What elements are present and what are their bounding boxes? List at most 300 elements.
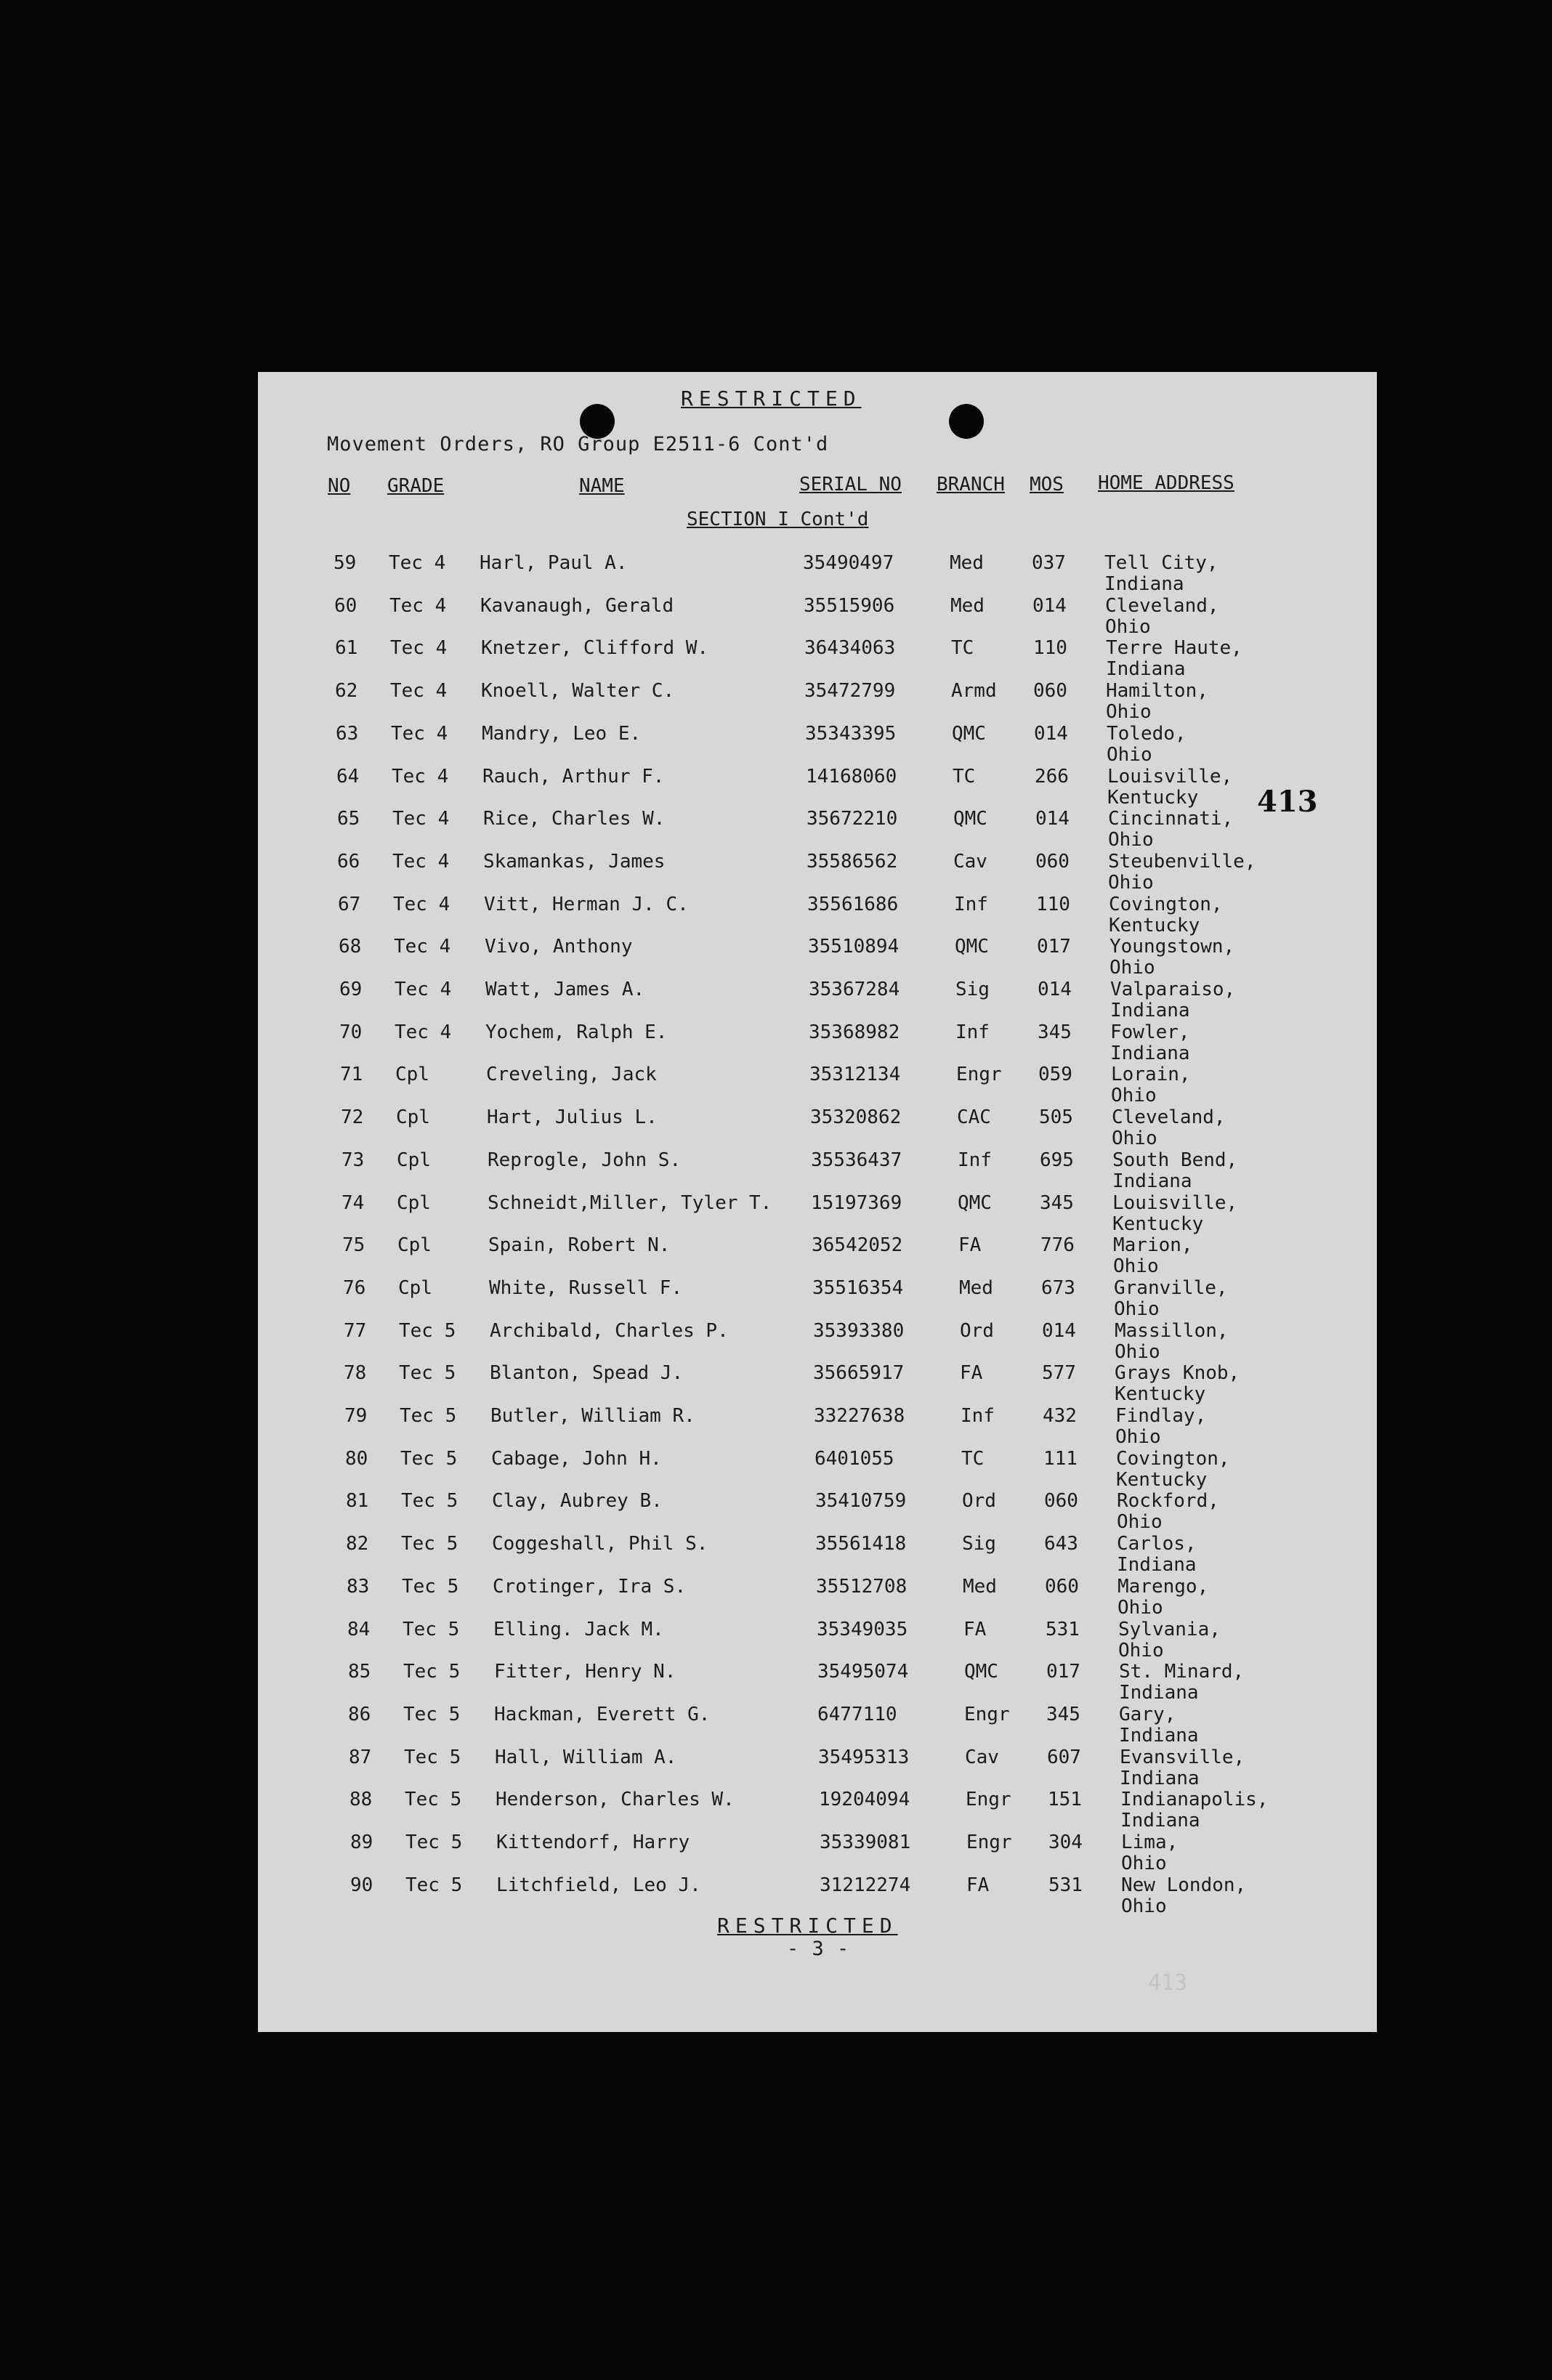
row-number: 73 [341, 1149, 365, 1171]
home-city-cell: Cincinnati, [1108, 808, 1234, 830]
mos-cell: 059 [1038, 1064, 1072, 1086]
serial-number-cell: 35339081 [820, 1831, 911, 1853]
serial-number-cell: 6401055 [815, 1447, 894, 1470]
home-state-cell: Indiana [1117, 1554, 1197, 1576]
grade-cell: Tec 5 [404, 1746, 461, 1768]
grade-cell: Tec 4 [392, 808, 450, 830]
column-header-home-address: HOME ADDRESS [1098, 472, 1234, 494]
table-row [258, 1149, 1377, 1192]
row-number: 66 [337, 850, 360, 873]
branch-cell: TC [951, 637, 974, 660]
row-number: 74 [341, 1191, 365, 1214]
home-state-cell: Ohio [1117, 1511, 1163, 1534]
home-city-cell: Cleveland, [1105, 594, 1219, 617]
serial-number-cell: 36542052 [812, 1234, 903, 1257]
row-number: 67 [338, 893, 361, 915]
home-city-cell: Toledo, [1107, 722, 1187, 745]
column-header-name: NAME [579, 475, 625, 497]
mos-cell: 776 [1040, 1234, 1075, 1257]
home-state-cell: Ohio [1105, 615, 1151, 638]
home-city-cell: Grays Knob, [1115, 1362, 1240, 1385]
table-row [258, 1704, 1377, 1746]
serial-number-cell: 35515906 [804, 594, 895, 617]
serial-number-cell: 14168060 [806, 765, 897, 788]
classification-footer: RESTRICTED [717, 1914, 898, 1938]
column-header-no: NO [328, 475, 351, 497]
mos-cell: 060 [1035, 850, 1070, 873]
column-header-branch: BRANCH [937, 474, 1005, 495]
branch-cell: Cav [965, 1746, 999, 1768]
row-number: 78 [344, 1362, 367, 1385]
home-city-cell: Fowler, [1110, 1021, 1190, 1043]
mos-cell: 017 [1037, 936, 1071, 958]
mos-cell: 643 [1044, 1533, 1078, 1555]
name-cell: Hall, William A. [495, 1746, 677, 1768]
branch-cell: QMC [964, 1661, 998, 1683]
home-state-cell: Ohio [1115, 1426, 1161, 1448]
mos-cell: 531 [1048, 1874, 1083, 1896]
branch-cell: Engr [964, 1703, 1010, 1725]
mos-cell: 110 [1036, 893, 1070, 915]
home-city-cell: Hamilton, [1106, 680, 1208, 703]
name-cell: Hackman, Everett G. [494, 1703, 711, 1725]
row-number: 80 [345, 1447, 368, 1470]
home-city-cell: South Bend, [1112, 1149, 1238, 1171]
grade-cell: Tec 5 [400, 1405, 457, 1427]
grade-cell: Tec 5 [403, 1661, 461, 1683]
home-state-cell: Indiana [1119, 1682, 1199, 1704]
name-cell: Kavanaugh, Gerald [480, 594, 674, 617]
branch-cell: Engr [956, 1064, 1002, 1086]
row-number: 77 [344, 1319, 367, 1342]
grade-cell: Tec 4 [392, 765, 449, 788]
name-cell: Rauch, Arthur F. [482, 765, 665, 788]
grade-cell: Tec 4 [395, 1021, 452, 1043]
mos-cell: 110 [1033, 637, 1067, 660]
grade-cell: Tec 5 [405, 1874, 463, 1896]
row-number: 85 [348, 1661, 371, 1683]
mos-cell: 111 [1043, 1447, 1078, 1470]
branch-cell: TC [961, 1447, 985, 1470]
home-state-cell: Ohio [1108, 871, 1154, 894]
table-row [258, 552, 1377, 595]
home-state-cell: Indiana [1120, 1810, 1200, 1832]
row-number: 89 [350, 1831, 373, 1853]
serial-number-cell: 35367284 [809, 979, 900, 1000]
name-cell: Fitter, Henry N. [494, 1661, 676, 1683]
grade-cell: Tec 5 [399, 1319, 456, 1342]
row-number: 83 [347, 1575, 370, 1598]
margin-page-number: 413 [1257, 785, 1318, 819]
home-state-cell: Ohio [1121, 1895, 1167, 1917]
name-cell: Blanton, Spead J. [490, 1362, 684, 1385]
branch-cell: QMC [952, 722, 986, 745]
table-row [258, 1789, 1377, 1831]
serial-number-cell: 35393380 [813, 1319, 905, 1342]
row-number: 76 [343, 1276, 366, 1299]
faint-stamp: 413 [1148, 1970, 1188, 1996]
row-number: 68 [339, 936, 362, 958]
table-row [258, 1661, 1377, 1704]
name-cell: Knoell, Walter C. [481, 680, 675, 703]
mos-cell: 345 [1046, 1703, 1080, 1725]
row-number: 62 [335, 680, 358, 703]
row-number: 71 [340, 1064, 363, 1086]
table-row [258, 1576, 1377, 1619]
table-row [258, 851, 1377, 894]
home-city-cell: Steubenville, [1108, 850, 1256, 873]
branch-cell: Ord [960, 1319, 994, 1342]
serial-number-cell: 36434063 [804, 637, 896, 660]
home-state-cell: Ohio [1118, 1639, 1164, 1661]
home-city-cell: Louisville, [1107, 765, 1233, 788]
branch-cell: Med [950, 552, 984, 574]
branch-cell: CAC [957, 1106, 991, 1129]
home-state-cell: Indiana [1120, 1767, 1200, 1789]
grade-cell: Tec 5 [399, 1362, 456, 1385]
mos-cell: 014 [1038, 979, 1072, 1000]
row-number: 61 [335, 637, 358, 660]
table-row [258, 1831, 1377, 1874]
branch-cell: FA [966, 1874, 990, 1896]
table-row [258, 680, 1377, 723]
column-header-serial: SERIAL NO [799, 474, 902, 495]
branch-cell: QMC [953, 808, 987, 830]
row-number: 82 [346, 1533, 369, 1555]
table-row [258, 1533, 1377, 1576]
table-row [258, 894, 1377, 936]
home-city-cell: Evansville, [1120, 1746, 1245, 1768]
serial-number-cell: 35512708 [816, 1575, 908, 1598]
grade-cell: Tec 4 [389, 552, 446, 574]
table-row [258, 1192, 1377, 1235]
table-row [258, 595, 1377, 638]
home-city-cell: Marion, [1113, 1234, 1193, 1257]
serial-number-cell: 35495074 [817, 1661, 909, 1683]
home-state-cell: Kentucky [1116, 1468, 1208, 1491]
branch-cell: TC [953, 765, 976, 788]
mos-cell: 060 [1044, 1490, 1078, 1513]
name-cell: Coggeshall, Phil S. [492, 1533, 708, 1555]
home-state-cell: Kentucky [1109, 914, 1200, 936]
section-heading: SECTION I Cont'd [687, 509, 869, 530]
serial-number-cell: 35312134 [809, 1064, 901, 1086]
name-cell: Watt, James A. [485, 979, 645, 1000]
serial-number-cell: 35561418 [815, 1533, 907, 1555]
home-state-cell: Ohio [1111, 1085, 1157, 1107]
row-number: 59 [334, 552, 357, 574]
mos-cell: 304 [1048, 1831, 1083, 1853]
row-number: 84 [347, 1618, 371, 1640]
name-cell: Clay, Aubrey B. [492, 1490, 663, 1513]
branch-cell: Engr [966, 1831, 1012, 1853]
row-number: 88 [349, 1789, 373, 1811]
home-state-cell: Indiana [1104, 573, 1184, 595]
home-city-cell: Rockford, [1117, 1490, 1219, 1513]
name-cell: Spain, Robert N. [488, 1234, 671, 1257]
branch-cell: Inf [961, 1405, 995, 1427]
mos-cell: 060 [1033, 680, 1067, 703]
home-city-cell: Covington, [1116, 1447, 1230, 1470]
name-cell: Vitt, Herman J. C. [484, 893, 689, 915]
row-number: 75 [342, 1234, 365, 1257]
home-city-cell: Louisville, [1112, 1191, 1238, 1214]
home-city-cell: Valparaiso, [1110, 979, 1236, 1000]
name-cell: Rice, Charles W. [483, 808, 666, 830]
page-number: - 3 - [787, 1938, 850, 1960]
home-state-cell: Ohio [1115, 1340, 1160, 1363]
home-state-cell: Ohio [1121, 1853, 1167, 1874]
grade-cell: Tec 5 [401, 1533, 458, 1555]
home-city-cell: Lorain, [1111, 1064, 1191, 1086]
grade-cell: Tec 4 [394, 936, 451, 958]
branch-cell: QMC [955, 936, 989, 958]
name-cell: Litchfield, Leo J. [496, 1874, 701, 1896]
grade-cell: Cpl [395, 1064, 429, 1086]
mos-cell: 017 [1046, 1661, 1080, 1683]
table-row [258, 1405, 1377, 1448]
grade-cell: Cpl [397, 1234, 432, 1257]
row-number: 90 [350, 1874, 373, 1896]
home-state-cell: Ohio [1113, 1255, 1159, 1278]
home-state-cell: Ohio [1110, 957, 1155, 979]
mos-cell: 577 [1042, 1362, 1076, 1385]
row-number: 63 [336, 722, 359, 745]
home-state-cell: Kentucky [1112, 1213, 1204, 1235]
home-city-cell: Findlay, [1115, 1405, 1207, 1427]
mos-cell: 266 [1035, 765, 1069, 788]
row-number: 70 [339, 1021, 363, 1043]
mos-cell: 151 [1048, 1789, 1082, 1811]
row-number: 64 [336, 765, 360, 788]
table-row [258, 1490, 1377, 1533]
grade-cell: Tec 5 [405, 1789, 462, 1811]
serial-number-cell: 35410759 [815, 1490, 907, 1513]
home-state-cell: Kentucky [1115, 1383, 1206, 1406]
mos-cell: 345 [1038, 1021, 1072, 1043]
branch-cell: Engr [966, 1789, 1011, 1811]
mos-cell: 505 [1039, 1106, 1073, 1129]
grade-cell: Tec 4 [391, 722, 448, 745]
mos-cell: 060 [1045, 1575, 1079, 1598]
serial-number-cell: 15197369 [811, 1191, 902, 1214]
table-row [258, 1619, 1377, 1661]
serial-number-cell: 33227638 [814, 1405, 905, 1427]
mos-cell: 695 [1040, 1149, 1074, 1171]
grade-cell: Tec 5 [400, 1447, 458, 1470]
serial-number-cell: 19204094 [819, 1789, 910, 1811]
branch-cell: QMC [958, 1191, 992, 1214]
table-row [258, 723, 1377, 766]
home-city-cell: Massillon, [1115, 1319, 1229, 1342]
home-city-cell: Lima, [1121, 1831, 1179, 1853]
home-city-cell: Tell City, [1104, 552, 1218, 574]
grade-cell: Tec 5 [402, 1575, 459, 1598]
grade-cell: Cpl [396, 1106, 430, 1129]
home-state-cell: Indiana [1112, 1170, 1192, 1192]
home-city-cell: Cleveland, [1112, 1106, 1226, 1129]
grade-cell: Tec 4 [393, 893, 450, 915]
grade-cell: Tec 5 [403, 1703, 461, 1725]
table-row [258, 1106, 1377, 1149]
serial-number-cell: 35536437 [811, 1149, 902, 1171]
branch-cell: Med [959, 1276, 993, 1299]
name-cell: Kittendorf, Harry [496, 1831, 690, 1853]
home-state-cell: Ohio [1112, 1128, 1157, 1150]
home-city-cell: Indianapolis, [1120, 1789, 1269, 1811]
name-cell: Yochem, Ralph E. [485, 1021, 668, 1043]
column-header-grade: GRADE [387, 475, 445, 497]
grade-cell: Tec 4 [390, 637, 448, 660]
grade-cell: Tec 4 [390, 680, 448, 703]
name-cell: Archibald, Charles P. [490, 1319, 729, 1342]
table-row [258, 1064, 1377, 1106]
name-cell: Knetzer, Clifford W. [481, 637, 709, 660]
branch-cell: Ord [962, 1490, 996, 1513]
punch-hole-right [949, 404, 984, 439]
home-state-cell: Kentucky [1107, 786, 1199, 809]
table-row [258, 1362, 1377, 1405]
branch-cell: Cav [953, 850, 987, 873]
table-row [258, 979, 1377, 1021]
mos-cell: 014 [1042, 1319, 1076, 1342]
mos-cell: 037 [1032, 552, 1066, 574]
row-number: 65 [337, 808, 360, 830]
serial-number-cell: 35516354 [812, 1276, 904, 1299]
home-state-cell: Indiana [1110, 1042, 1190, 1064]
grade-cell: Cpl [398, 1276, 432, 1299]
row-number: 60 [334, 594, 357, 617]
table-row [258, 637, 1377, 680]
table-row [258, 1021, 1377, 1064]
mos-cell: 607 [1047, 1746, 1081, 1768]
row-number: 69 [339, 979, 363, 1000]
branch-cell: FA [963, 1618, 987, 1640]
name-cell: Schneidt,Miller, Tyler T. [488, 1191, 772, 1214]
mos-cell: 014 [1034, 722, 1068, 745]
table-row [258, 1320, 1377, 1363]
branch-cell: FA [958, 1234, 982, 1257]
serial-number-cell: 35586562 [807, 850, 898, 873]
name-cell: Butler, William R. [490, 1405, 695, 1427]
table-row [258, 936, 1377, 979]
home-city-cell: Gary, [1119, 1703, 1176, 1725]
serial-number-cell: 35665917 [813, 1362, 905, 1385]
home-city-cell: Sylvania, [1118, 1618, 1221, 1640]
name-cell: Creveling, Jack [486, 1064, 657, 1086]
grade-cell: Tec 5 [401, 1490, 458, 1513]
home-city-cell: St. Minard, [1119, 1661, 1245, 1683]
grade-cell: Tec 4 [389, 594, 447, 617]
grade-cell: Cpl [397, 1191, 431, 1214]
branch-cell: Armd [951, 680, 997, 703]
branch-cell: Med [963, 1575, 997, 1598]
row-number: 81 [346, 1490, 369, 1513]
mos-cell: 014 [1032, 594, 1067, 617]
home-state-cell: Ohio [1108, 829, 1154, 851]
home-state-cell: Indiana [1106, 658, 1186, 681]
row-number: 72 [341, 1106, 364, 1129]
table-row [258, 1277, 1377, 1320]
name-cell: Elling. Jack M. [493, 1618, 664, 1640]
name-cell: Henderson, Charles W. [496, 1789, 735, 1811]
branch-cell: FA [960, 1362, 983, 1385]
home-state-cell: Ohio [1117, 1596, 1163, 1619]
home-city-cell: Granville, [1114, 1276, 1228, 1299]
grade-cell: Cpl [397, 1149, 431, 1171]
home-city-cell: Youngstown, [1110, 936, 1235, 958]
column-header-mos: MOS [1030, 474, 1064, 495]
table-row [258, 1874, 1377, 1917]
home-state-cell: Indiana [1119, 1724, 1199, 1746]
serial-number-cell: 35510894 [808, 936, 900, 958]
branch-cell: Inf [958, 1149, 992, 1171]
mos-cell: 345 [1040, 1191, 1074, 1214]
home-city-cell: Marengo, [1117, 1575, 1209, 1598]
mos-cell: 673 [1041, 1276, 1075, 1299]
mos-cell: 432 [1043, 1405, 1077, 1427]
name-cell: Skamankas, James [483, 850, 666, 873]
home-state-cell: Ohio [1107, 743, 1152, 766]
row-number: 79 [344, 1405, 368, 1427]
branch-cell: Inf [954, 893, 988, 915]
serial-number-cell: 35343395 [805, 722, 897, 745]
name-cell: Crotinger, Ira S. [493, 1575, 687, 1598]
classification-header: RESTRICTED [681, 386, 862, 410]
table-row [258, 1234, 1377, 1277]
mos-cell: 014 [1035, 808, 1070, 830]
name-cell: Reprogle, John S. [488, 1149, 682, 1171]
serial-number-cell: 35320862 [810, 1106, 902, 1129]
serial-number-cell: 35490497 [803, 552, 894, 574]
name-cell: Vivo, Anthony [485, 936, 633, 958]
row-number: 86 [348, 1703, 371, 1725]
document-page [258, 372, 1377, 2032]
document-title: Movement Orders, RO Group E2511-6 Cont'd [327, 433, 829, 456]
name-cell: Cabage, John H. [491, 1447, 662, 1470]
branch-cell: Sig [962, 1533, 996, 1555]
mos-cell: 531 [1046, 1618, 1080, 1640]
branch-cell: Sig [955, 979, 990, 1000]
branch-cell: Inf [955, 1021, 990, 1043]
serial-number-cell: 35349035 [817, 1618, 908, 1640]
serial-number-cell: 31212274 [820, 1874, 911, 1896]
grade-cell: Tec 4 [392, 850, 450, 873]
home-state-cell: Ohio [1114, 1298, 1160, 1320]
branch-cell: Med [950, 594, 985, 617]
name-cell: Harl, Paul A. [480, 552, 628, 574]
serial-number-cell: 35672210 [807, 808, 898, 830]
name-cell: Mandry, Leo E. [482, 722, 642, 745]
home-state-cell: Ohio [1106, 701, 1152, 724]
serial-number-cell: 35495313 [818, 1746, 910, 1768]
name-cell: White, Russell F. [489, 1276, 683, 1299]
home-city-cell: New London, [1121, 1874, 1247, 1896]
serial-number-cell: 6477110 [817, 1703, 897, 1725]
name-cell: Hart, Julius L. [487, 1106, 658, 1129]
home-state-cell: Indiana [1110, 1000, 1190, 1021]
grade-cell: Tec 5 [403, 1618, 460, 1640]
table-row [258, 766, 1377, 809]
row-number: 87 [349, 1746, 372, 1768]
serial-number-cell: 35561686 [807, 893, 899, 915]
grade-cell: Tec 5 [405, 1831, 463, 1853]
serial-number-cell: 35368982 [809, 1021, 900, 1043]
home-city-cell: Covington, [1109, 893, 1223, 915]
home-city-cell: Terre Haute, [1106, 637, 1242, 660]
table-row [258, 1746, 1377, 1789]
grade-cell: Tec 4 [395, 979, 452, 1000]
